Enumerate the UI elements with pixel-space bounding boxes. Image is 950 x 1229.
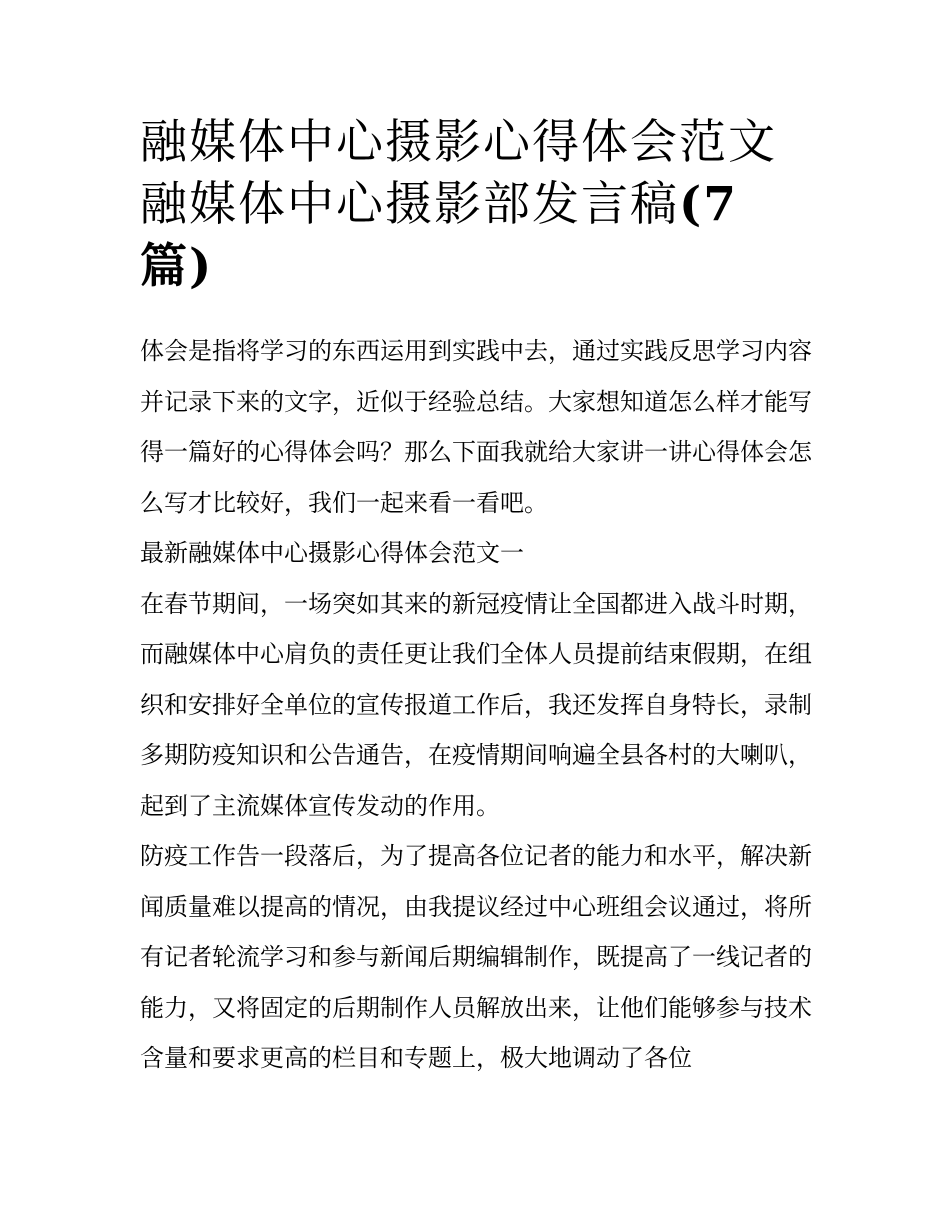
title-tail-text: (7篇) xyxy=(140,177,738,294)
document-body xyxy=(140,326,812,1084)
intro-paragraph: 体会是指将学习的东西运用到实践中去，通过实践反思学习内容并记录下来的文字，近似于经验总结。大家想知道怎么样才能写得一篇好的心得体会吗？那么下面我就给大家讲一讲心得体会怎么写才比较好，我们一起来看一看吧。 xyxy=(140,337,812,517)
section-heading: 最新融媒体中心摄影心得体会范文一 xyxy=(140,539,524,567)
body-paragraph: 在春节期间，一场突如其来的新冠疫情让全国都进入战斗时期，而融媒体中心肩负的责任更让我们全体人员提前结束假期，在组织和安排好全单位的宣传报道工作后，我还发挥自身特长，录制多期防疫知识和公告通告，在疫情期间响遍全县各村的大喇叭，起到了主流媒体宣传发动的作用。 xyxy=(140,589,812,820)
title-main-text: 融媒体中心摄影心得体会范文融媒体中心摄影部发言稿 xyxy=(140,115,777,232)
body-paragraph: 防疫工作告一段落后，为了提高各位记者的能力和水平，解决新闻质量难以提高的情况，由我提议经过中心班组会议通过，将所有记者轮流学习和参与新闻后期编辑制作，既提高了一线记者的能力，又将固定的后期制作人员解放出来，让他们能够参与技术含量和要求更高的栏目和专题上，极大地调动了各位 xyxy=(140,842,812,1072)
document-title xyxy=(140,112,790,298)
